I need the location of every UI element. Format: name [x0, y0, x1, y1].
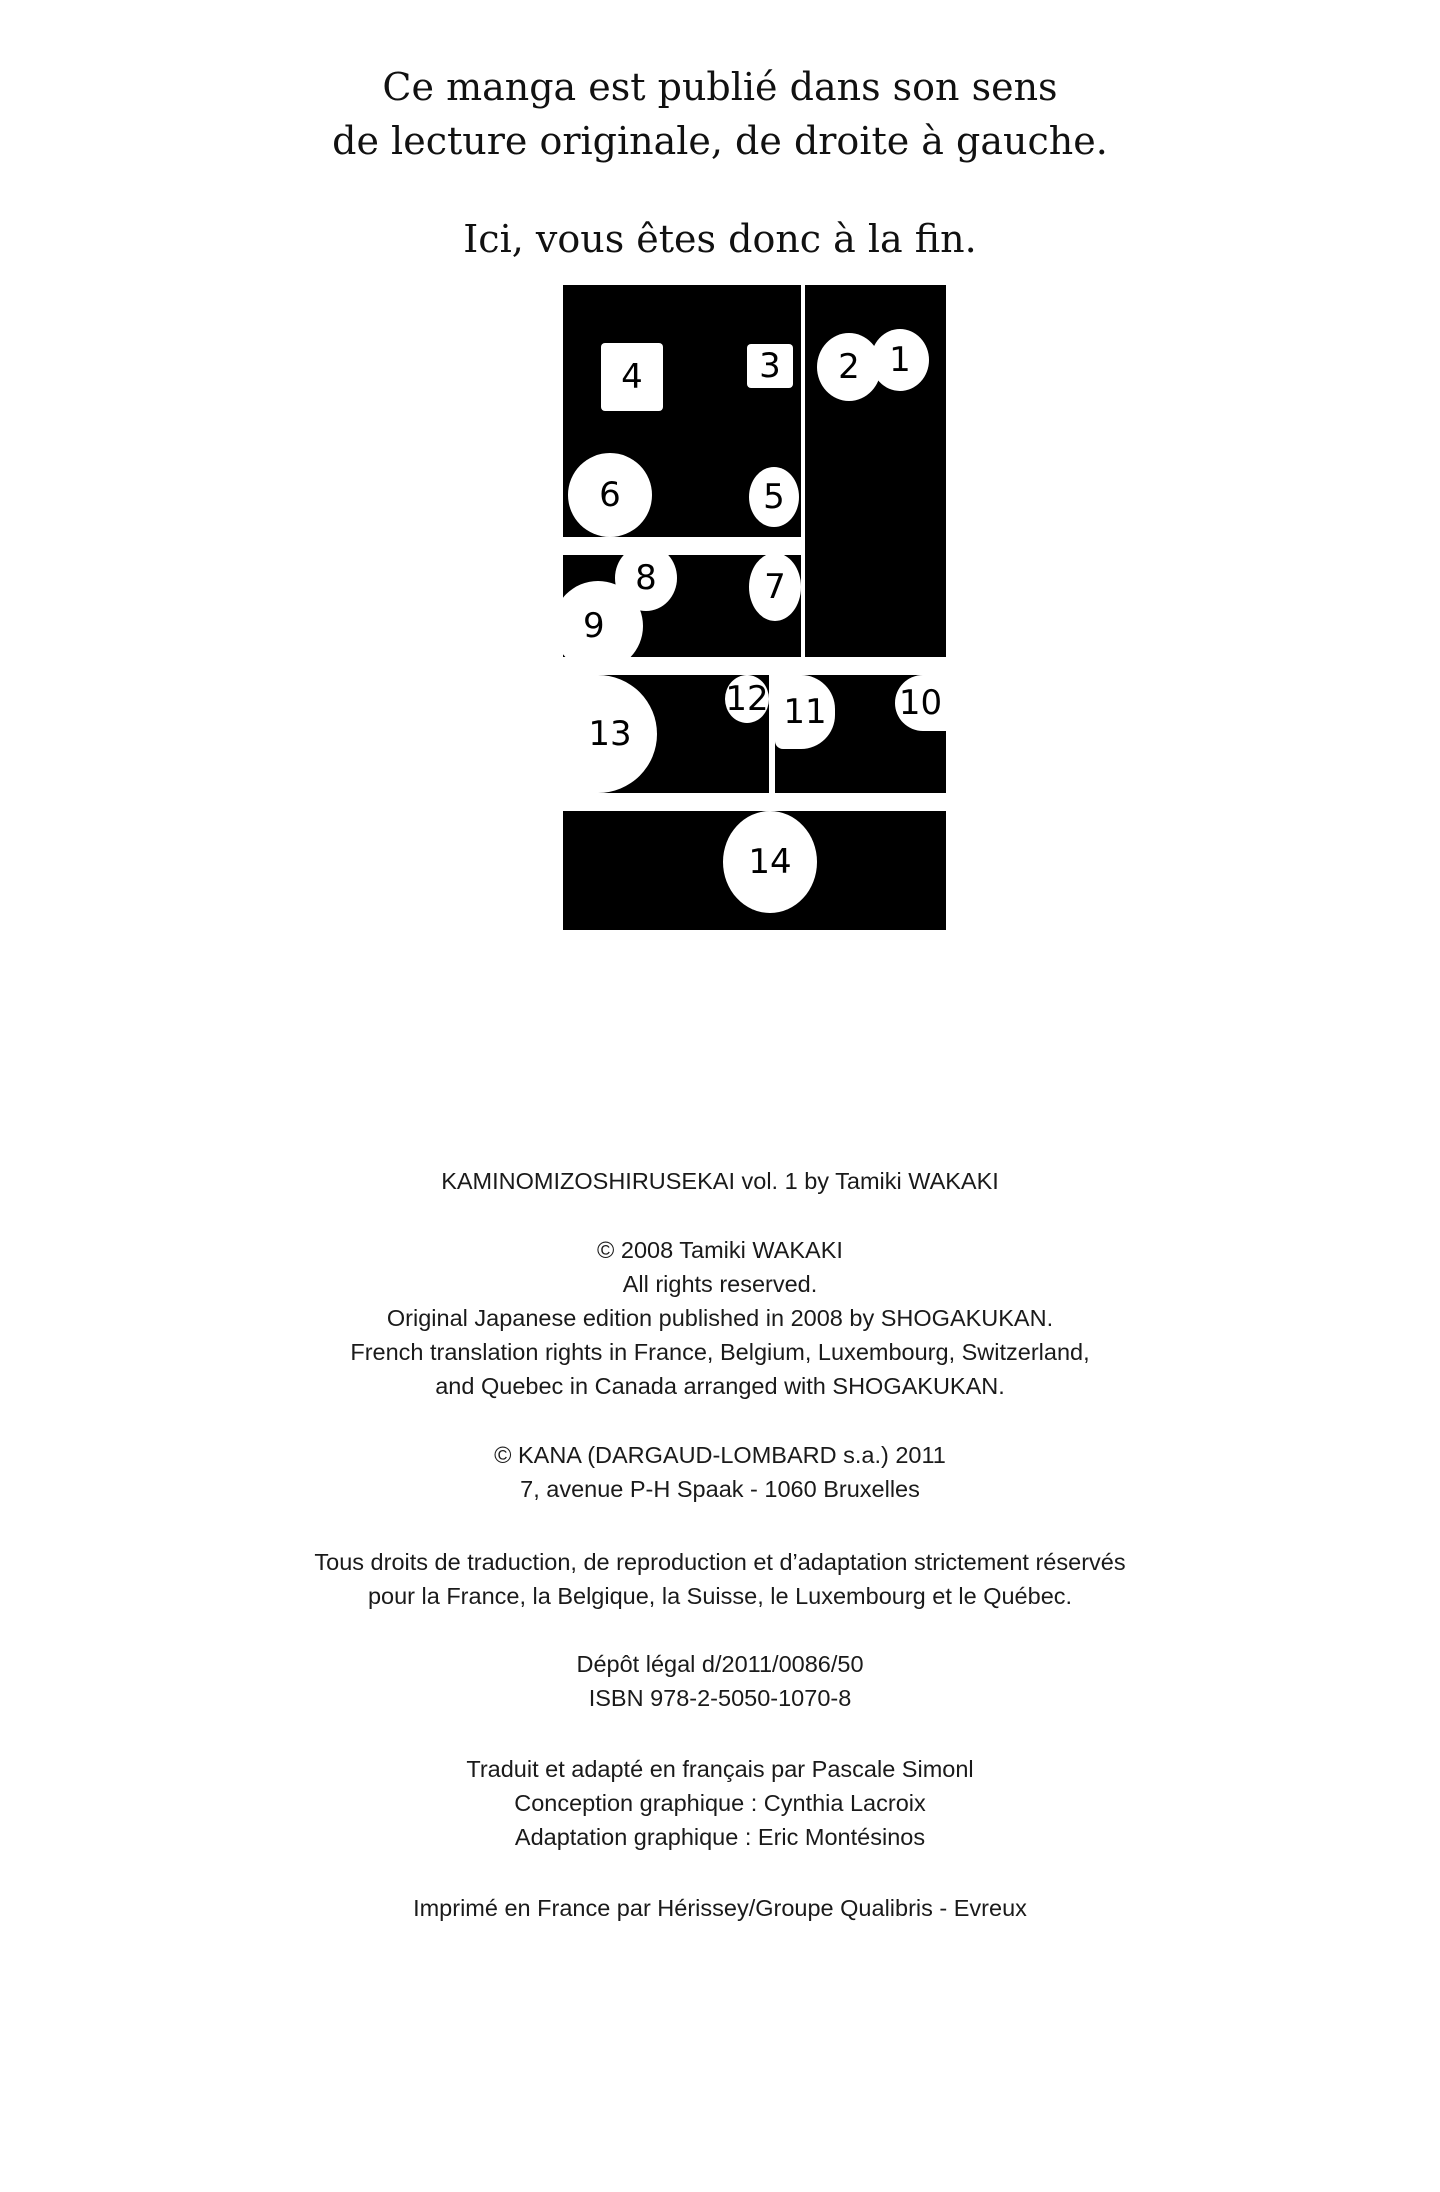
- copyright-line-3: Original Japanese edition published in 2008 by SHOGAKUKAN.: [386, 1305, 1054, 1331]
- publisher-block: [0, 1438, 1440, 1506]
- rights-line-1: Tous droits de traduction, de reproduction et d’adaptation strictement réservés: [314, 1549, 1126, 1575]
- panel-number-5: 5: [749, 467, 799, 527]
- rights-block: [0, 1545, 1440, 1613]
- publisher-line-2: 7, avenue P-H Spaak - 1060 Bruxelles: [520, 1476, 920, 1502]
- panel-bottom-wide: [563, 811, 946, 930]
- end-notice: [0, 212, 1440, 266]
- title-line: KAMINOMIZOSHIRUSEKAI vol. 1 by Tamiki WAKAKI: [441, 1168, 999, 1194]
- panel-number-12: 12: [725, 675, 769, 723]
- credits-block: [0, 1752, 1440, 1854]
- panel-lower-left: [563, 675, 769, 793]
- panel-middle-left: [563, 555, 801, 657]
- copyright-line-4: French translation rights in France, Belgium, Luxembourg, Switzerland,: [350, 1339, 1090, 1365]
- panel-top-right: [805, 285, 946, 657]
- panel-number-8: 8: [615, 555, 677, 611]
- printer-line: Imprimé en France par Hérissey/Groupe Qualibris - Evreux: [413, 1895, 1027, 1921]
- copyright-block: [0, 1233, 1440, 1403]
- isbn: ISBN 978-2-5050-1070-8: [588, 1685, 852, 1711]
- legal-block: [0, 1647, 1440, 1715]
- panel-lower-right: [775, 675, 946, 793]
- panel-number-14: 14: [723, 811, 817, 913]
- panel-number-13: 13: [563, 675, 657, 793]
- copyright-line-5: and Quebec in Canada arranged with SHOGAKUKAN.: [435, 1373, 1005, 1399]
- colophon: [0, 1164, 1440, 1198]
- panel-number-4: 4: [601, 343, 663, 411]
- panel-number-2: 2: [817, 333, 881, 401]
- adaptation-credit: Adaptation graphique : Eric Montésinos: [514, 1824, 926, 1850]
- copyright-line-1: © 2008 Tamiki WAKAKI: [597, 1237, 843, 1263]
- notice-line-2: de lecture originale, de droite à gauche.: [332, 119, 1108, 163]
- translator-credit: Traduit et adapté en français par Pascale Simonl: [466, 1756, 974, 1782]
- reading-direction-notice: [0, 60, 1440, 168]
- panel-number-7: 7: [749, 555, 801, 621]
- notice-line-1: Ce manga est publié dans son sens: [382, 65, 1058, 109]
- panel-number-9: 9: [563, 581, 643, 657]
- legal-deposit: Dépôt légal d/2011/0086/50: [576, 1651, 864, 1677]
- reading-order-diagram: [563, 285, 946, 930]
- rights-line-2: pour la France, la Belgique, la Suisse, le Luxembourg et le Québec.: [367, 1583, 1073, 1609]
- panel-number-10: 10: [895, 675, 946, 731]
- notice-line-3: Ici, vous êtes donc à la fin.: [463, 217, 977, 261]
- panel-number-1: 1: [871, 329, 929, 391]
- design-credit: Conception graphique : Cynthia Lacroix: [514, 1790, 926, 1816]
- printer-block: [0, 1891, 1440, 1925]
- copyright-line-2: All rights reserved.: [622, 1271, 818, 1297]
- publisher-line-1: © KANA (DARGAUD-LOMBARD s.a.) 2011: [494, 1442, 946, 1468]
- panel-number-6: 6: [568, 453, 652, 537]
- panel-top-left: [563, 285, 801, 537]
- panel-number-11: 11: [775, 675, 835, 749]
- panel-number-3: 3: [747, 344, 793, 388]
